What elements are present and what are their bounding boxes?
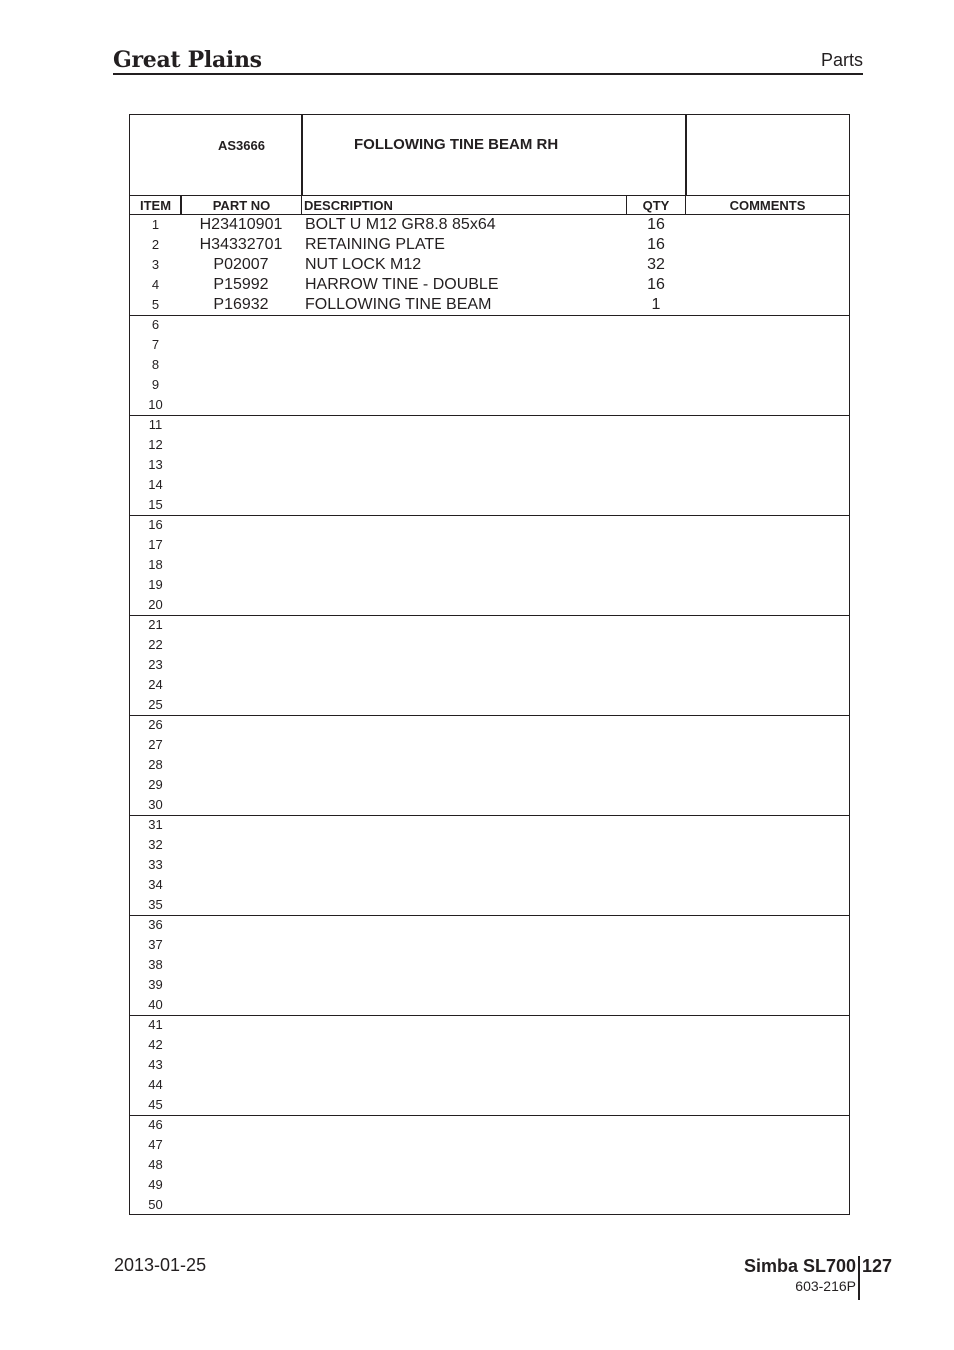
page-number: 127 bbox=[862, 1256, 893, 1276]
part-no-cell: H23410901 bbox=[199, 216, 283, 233]
column-header-qty: QTY bbox=[642, 198, 670, 213]
item-cell: 49 bbox=[148, 1177, 163, 1192]
table-row bbox=[130, 735, 849, 755]
table-row bbox=[130, 555, 849, 575]
table-row bbox=[130, 675, 849, 695]
assembly-title: FOLLOWING TINE BEAM RH bbox=[354, 136, 559, 153]
table-row bbox=[130, 1095, 849, 1115]
item-cell: 37 bbox=[148, 937, 163, 952]
item-cell: 3 bbox=[151, 257, 160, 272]
table-row bbox=[130, 695, 849, 715]
item-cell: 35 bbox=[148, 897, 163, 912]
table-row bbox=[130, 835, 849, 855]
item-cell: 15 bbox=[148, 497, 163, 512]
table-row bbox=[130, 475, 849, 495]
item-cell: 50 bbox=[148, 1197, 163, 1212]
part-no-cell: P15992 bbox=[213, 276, 269, 293]
table-row bbox=[130, 595, 849, 615]
table-row bbox=[130, 895, 849, 915]
item-cell: 48 bbox=[148, 1157, 163, 1172]
item-cell: 13 bbox=[148, 457, 163, 472]
table-row bbox=[130, 315, 849, 335]
item-cell: 41 bbox=[148, 1017, 163, 1032]
item-cell: 24 bbox=[148, 677, 163, 692]
parts-sheet bbox=[129, 114, 850, 1215]
description-cell: RETAINING PLATE bbox=[305, 236, 445, 253]
item-cell: 29 bbox=[148, 777, 163, 792]
table-row bbox=[130, 795, 849, 815]
item-cell: 28 bbox=[148, 757, 163, 772]
table-row bbox=[130, 615, 849, 635]
item-cell: 39 bbox=[148, 977, 163, 992]
item-cell: 9 bbox=[151, 377, 160, 392]
title-divider-left bbox=[301, 115, 303, 196]
table-row bbox=[130, 815, 849, 835]
table-row bbox=[130, 855, 849, 875]
table-row bbox=[130, 875, 849, 895]
item-cell: 22 bbox=[148, 637, 163, 652]
qty-cell: 16 bbox=[647, 276, 665, 293]
table-row bbox=[130, 535, 849, 555]
column-header-part-no: PART NO bbox=[212, 198, 271, 213]
item-cell: 5 bbox=[151, 297, 160, 312]
item-cell: 38 bbox=[148, 957, 163, 972]
table-row bbox=[130, 495, 849, 515]
table-row bbox=[130, 1115, 849, 1135]
table-row bbox=[130, 575, 849, 595]
description-cell: BOLT U M12 GR8.8 85x64 bbox=[305, 216, 496, 233]
table-row bbox=[130, 435, 849, 455]
item-cell: 19 bbox=[148, 577, 163, 592]
item-cell: 42 bbox=[148, 1037, 163, 1052]
item-cell: 33 bbox=[148, 857, 163, 872]
table-row bbox=[130, 955, 849, 975]
table-row bbox=[130, 335, 849, 355]
item-cell: 8 bbox=[151, 357, 160, 372]
table-row bbox=[130, 1015, 849, 1035]
brand-logo: Great Plains bbox=[113, 47, 262, 73]
assembly-number: AS3666 bbox=[218, 138, 265, 153]
item-cell: 16 bbox=[148, 517, 163, 532]
item-cell: 40 bbox=[148, 997, 163, 1012]
item-cell: 31 bbox=[148, 817, 163, 832]
table-row bbox=[130, 1155, 849, 1175]
table-row bbox=[130, 775, 849, 795]
item-cell: 14 bbox=[148, 477, 163, 492]
table-row bbox=[130, 935, 849, 955]
item-cell: 43 bbox=[148, 1057, 163, 1072]
item-cell: 25 bbox=[148, 697, 163, 712]
title-divider-right bbox=[685, 115, 687, 196]
item-cell: 2 bbox=[151, 237, 160, 252]
table-row bbox=[130, 1135, 849, 1155]
item-cell: 10 bbox=[148, 397, 163, 412]
item-cell: 34 bbox=[148, 877, 163, 892]
table-row bbox=[130, 1055, 849, 1075]
table-row bbox=[130, 235, 849, 255]
item-cell: 30 bbox=[148, 797, 163, 812]
item-cell: 20 bbox=[148, 597, 163, 612]
footer-model: Simba SL700 bbox=[743, 1256, 856, 1276]
table-row bbox=[130, 715, 849, 735]
item-cell: 44 bbox=[148, 1077, 163, 1092]
column-header-item: ITEM bbox=[139, 198, 172, 213]
item-cell: 1 bbox=[151, 217, 160, 232]
description-cell: FOLLOWING TINE BEAM bbox=[305, 296, 492, 313]
table-row bbox=[130, 635, 849, 655]
item-cell: 17 bbox=[148, 537, 163, 552]
table-row bbox=[130, 1075, 849, 1095]
item-cell: 36 bbox=[148, 917, 163, 932]
table-row bbox=[130, 975, 849, 995]
item-cell: 45 bbox=[148, 1097, 163, 1112]
table-row bbox=[130, 395, 849, 415]
table-row bbox=[130, 455, 849, 475]
table-row bbox=[130, 1195, 849, 1215]
item-cell: 12 bbox=[148, 437, 163, 452]
description-cell: HARROW TINE - DOUBLE bbox=[305, 276, 499, 293]
item-cell: 6 bbox=[151, 317, 160, 332]
item-cell: 21 bbox=[148, 617, 163, 632]
table-row bbox=[130, 655, 849, 675]
table-row bbox=[130, 215, 849, 235]
item-cell: 26 bbox=[148, 717, 163, 732]
part-no-cell: P02007 bbox=[213, 256, 269, 273]
document-number: 603-216P bbox=[795, 1278, 856, 1294]
table-row bbox=[130, 355, 849, 375]
part-no-cell: H34332701 bbox=[199, 236, 283, 253]
item-cell: 23 bbox=[148, 657, 163, 672]
footer-divider bbox=[858, 1256, 860, 1300]
column-header-description: DESCRIPTION bbox=[304, 198, 393, 213]
qty-cell: 16 bbox=[647, 216, 665, 233]
item-cell: 27 bbox=[148, 737, 163, 752]
header-divider bbox=[113, 73, 863, 75]
table-row bbox=[130, 375, 849, 395]
item-cell: 47 bbox=[148, 1137, 163, 1152]
item-cell: 4 bbox=[151, 277, 160, 292]
table-row bbox=[130, 1175, 849, 1195]
item-cell: 32 bbox=[148, 837, 163, 852]
qty-cell: 32 bbox=[647, 256, 665, 273]
part-no-cell: P16932 bbox=[213, 296, 269, 313]
table-row bbox=[130, 755, 849, 775]
item-cell: 18 bbox=[148, 557, 163, 572]
table-row bbox=[130, 255, 849, 275]
qty-cell: 16 bbox=[647, 236, 665, 253]
item-cell: 11 bbox=[148, 417, 163, 432]
qty-cell: 1 bbox=[651, 296, 661, 313]
section-title: Parts bbox=[820, 50, 863, 70]
item-cell: 46 bbox=[148, 1117, 163, 1132]
table-row bbox=[130, 415, 849, 435]
table-row bbox=[130, 515, 849, 535]
table-row bbox=[130, 275, 849, 295]
description-cell: NUT LOCK M12 bbox=[305, 256, 422, 273]
table-row bbox=[130, 915, 849, 935]
item-cell: 7 bbox=[151, 337, 160, 352]
table-row bbox=[130, 295, 849, 315]
table-row bbox=[130, 1035, 849, 1055]
table-row bbox=[130, 995, 849, 1015]
column-header-comments: COMMENTS bbox=[729, 198, 806, 213]
footer-date: 2013-01-25 bbox=[114, 1255, 207, 1275]
